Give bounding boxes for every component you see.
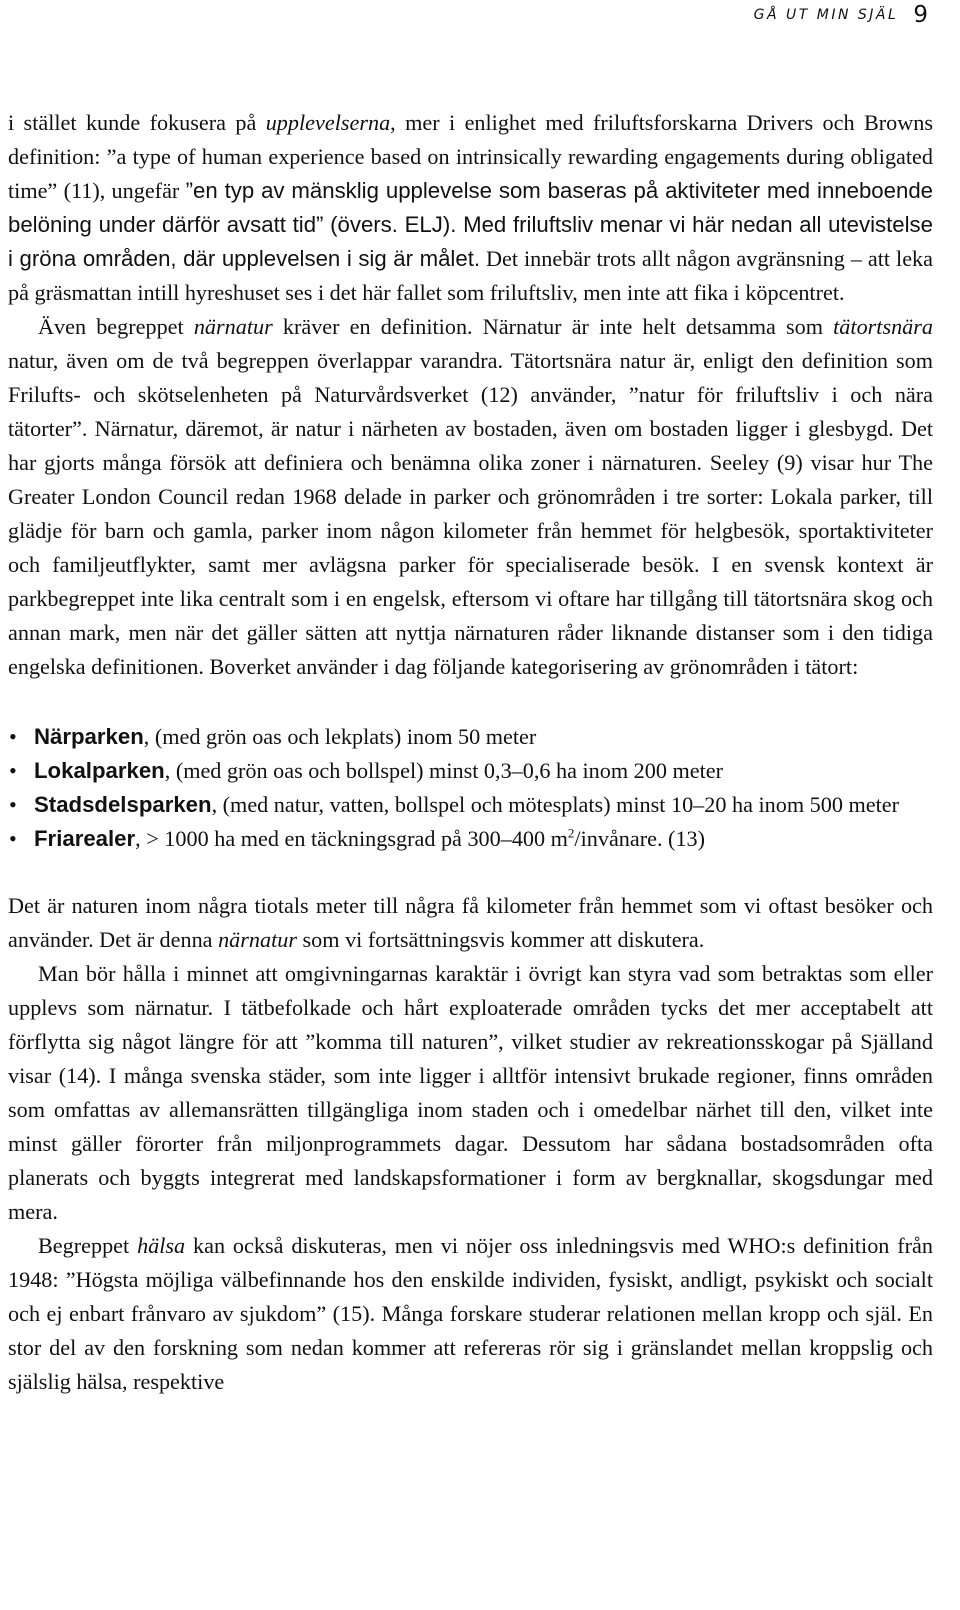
body-text xyxy=(8,106,933,1399)
paragraph-halsa: Begreppet hälsa kan också diskuteras, men vi nöjer oss inledningsvis med WHO:s definition från 1948: ”Högsta möjliga välbefinnande hos den enskilde individen, fysiskt, andligt, psykiskt och socialt och ej enbart frånvaro av sjukdom” (15). Många forskare studerar relationen mellan kropp och själ. En stor del av den forskning som nedan kommer att refereras rör sig i gränslandet mellan kroppslig och själslig hälsa, respektive xyxy=(8,1233,933,1394)
list-item: • Lokalparken, (med grön oas och bollspel) minst 0,3–0,6 ha inom 200 meter xyxy=(8,754,933,788)
translated-definition: ”en typ av mänsklig upplevelse som baseras på aktiviteter med inneboende belöning under därför avsatt tid” (övers. ELJ). Med friluftsliv menar vi här nedan all utevistelse i gröna områden, där upplevelsen i sig är målet. xyxy=(8,178,933,271)
list-term: Friarealer xyxy=(34,826,136,851)
list-term: Lokalparken xyxy=(34,758,165,783)
running-title: GÅ UT MIN SJÄL xyxy=(753,7,899,23)
paragraph-narnatur-definition: Även begreppet närnatur kräver en definition. Närnatur är inte helt detsamma som tätortsnära natur, även om de två begreppen överlappar varandra. Tätortsnära natur är, enligt den definition som Frilufts- och skötselenheten på Naturvårdsverket (12) använder, ”natur för friluftsliv i och nära tätorter”. Närnatur, däremot, är natur i närheten av bostaden, även om bostaden ligger i glesbygd. Det har gjorts många försök att definiera och benämna olika zoner i närnaturen. Seeley (9) visar hur The Greater London Council redan 1968 delade in parker och grönområden i tre sorter: Lokala parker, till glädje för barn och gamla, parker inom någon kilometer från hemmet för helgbesök, sportaktiviteter och familjeutflykter, samt mer avlägsna parker för specialiserade besök. I en svensk kontext är parkbegreppet inte lika centralt som i en engelsk, eftersom vi oftare har tillgång till tätortsnära skog och annan mark, men när det gäller sätten att nyttja närnaturen råder liknande distanser som i den tidiga engelska definitionen. Boverket använder i dag följande kategorisering av grönområden i tätort: xyxy=(8,314,934,679)
list-term: Stadsdelsparken xyxy=(34,792,212,817)
list-term: Närparken xyxy=(34,724,144,749)
superscript: 2 xyxy=(567,825,575,841)
running-head xyxy=(754,2,928,28)
emphasis-halsa: hälsa xyxy=(137,1233,186,1258)
emphasis-upplevelserna: upplevelserna xyxy=(265,110,391,135)
bullet: • xyxy=(9,758,17,783)
list-item: • Närparken, (med grön oas och lekplats) inom 50 meter xyxy=(8,720,933,754)
emphasis-narnatur: närnatur xyxy=(193,314,273,339)
paragraph-friluftsliv-definition: i stället kunde fokusera på upplevelserna, mer i enlighet med friluftsforskarna Drivers och Browns definition: ”a type of human experience based on intrinsically rewarding engagements during obligated time” (11), ungefär ”en typ av mänsklig upplevelse som baseras på aktiviteter med inneboende belöning under därför avsatt tid” (övers. ELJ). Med friluftsliv menar vi här nedan all utevistelse i gröna områden, där upplevelsen i sig är målet. Det innebär trots allt någon avgränsning – att leka på gräsmattan intill hyreshuset ses i det här fallet som friluftsliv, men inte att fika i köpcentret. xyxy=(8,110,933,305)
emphasis-tatortsnara: tätortsnära xyxy=(833,314,934,339)
paragraph-omgivningar: Man bör hålla i minnet att omgivningarnas karaktär i övrigt kan styra vad som betraktas som eller upplevs som närnatur. I tätbefolkade och hårt exploaterade områden tycks det mer acceptabelt att förflytta sig något längre för att ”komma till naturen”, vilket studier av rekreationsskogar på Själland visar (14). I många svenska städer, som inte ligger i alltför intensivt brukade regioner, finns områden som omfattas av allemansrätten tillgängliga inom staden och i omedelbar närhet till den, vilket inte minst gäller förorter från miljonprogrammets dagar. Dessutom har sådana bostadsområden ofta planerats och byggts integrerat med landskapsformationer i form av bergknallar, skogsdungar med mera. xyxy=(8,961,933,1224)
bullet: • xyxy=(9,724,17,749)
bullet: • xyxy=(9,792,17,817)
list-item: • Friarealer, > 1000 ha med en täckningsgrad på 300–400 $m^2$/invånare. (13) xyxy=(8,822,933,856)
bullet: • xyxy=(9,826,17,851)
park-category-list xyxy=(8,720,933,856)
list-item: • Stadsdelsparken, (med natur, vatten, bollspel och mötesplats) minst 10–20 ha inom 500 meter xyxy=(8,788,933,822)
emphasis-narnatur: närnatur xyxy=(218,927,297,952)
page-number: 9 xyxy=(913,2,928,28)
paragraph-narnatur-usage: Det är naturen inom några tiotals meter till några få kilometer från hemmet som vi oftast besöker och använder. Det är denna närnatur som vi fortsättningsvis kommer att diskutera. xyxy=(8,893,933,952)
